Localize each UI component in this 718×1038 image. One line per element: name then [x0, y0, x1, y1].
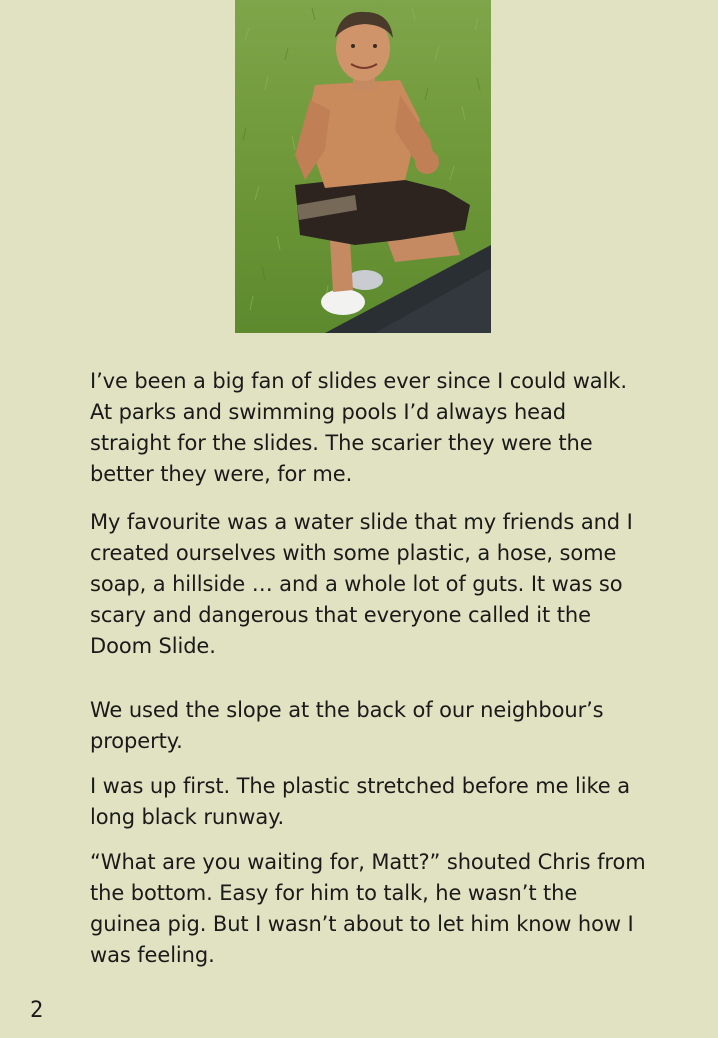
- photo-young-man-on-grass: [235, 0, 491, 333]
- paragraph-4: I was up first. The plastic stretched before me like a long black runway.: [90, 774, 630, 829]
- paragraph-1: I’ve been a big fan of slides ever since I could walk. At parks and swimming pools I’d always head straight for the slides. The scarier they were the better they were, for me.: [90, 369, 627, 486]
- paragraph-5: “What are you waiting for, Matt?” shouted Chris from the bottom. Easy for him to talk, he wasn’t the guinea pig. But I wasn’t about to let him know how I was feeling.: [90, 850, 646, 967]
- page-number: 2: [30, 998, 44, 1023]
- paragraph-2: My favourite was a water slide that my friends and I created ourselves with some plastic, a hose, some soap, a hillside … and a whole lot of guts. It was so scary and dangerous that everyone called it the Doom Slide.: [90, 510, 633, 658]
- paragraph-3: We used the slope at the back of our neighbour’s property.: [90, 698, 604, 753]
- grass-photo-illustration: [235, 0, 491, 333]
